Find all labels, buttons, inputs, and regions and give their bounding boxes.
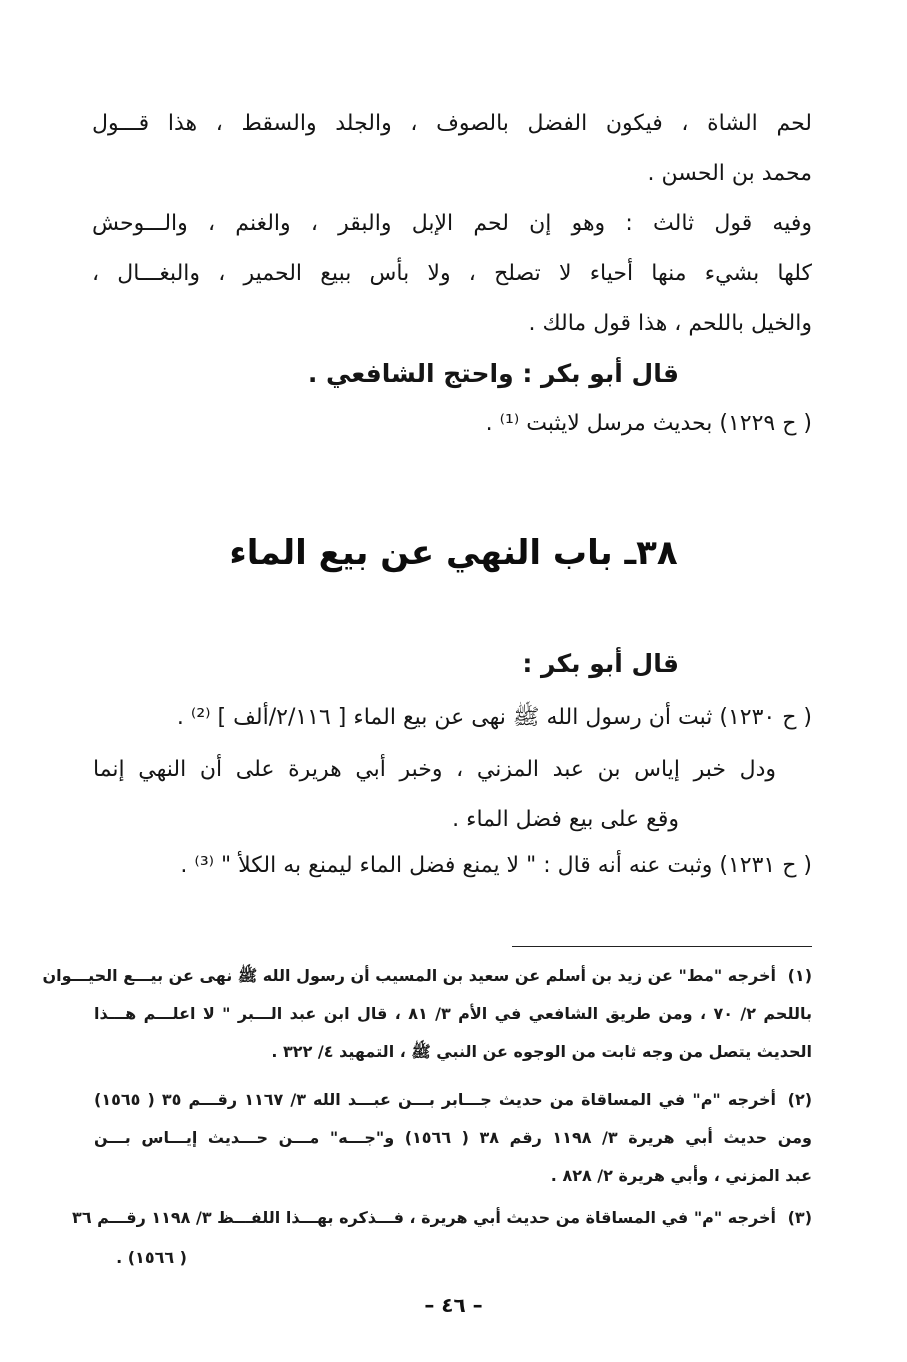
footnote-2-number: (٢) xyxy=(787,1090,813,1109)
footnote-2-line-3: عبد المزني ، وأبي هريرة ٢/ ٨٢٨ . xyxy=(550,1166,812,1185)
footnote-1-text-1: أخرجه "مط" عن زيد بن أسلم عن سعيد بن المسيب أن رسول الله ﷺ نهى عن بيـــع الحيـــوان xyxy=(42,966,776,985)
hadith-1229: ( ح ١٢٢٩) بحديث مرسل لايثبت ⁽¹⁾ . xyxy=(485,411,812,436)
footnote-3-line-1 xyxy=(72,1204,812,1232)
section-line-4: وقع على بيع فضل الماء . xyxy=(452,807,679,832)
hadith-1231: ( ح ١٢٣١) وثبت عنه أنه قال : " لا يمنع فضل الماء ليمنع به الكلأ " ⁽³⁾ . xyxy=(180,853,812,878)
hadith-1230: ( ح ١٢٣٠) ثبت أن رسول الله ﷺ نهى عن بيع الماء [ ٢/١١٦/ألف ] ⁽²⁾ . xyxy=(176,705,812,730)
footnote-2-line-2: ومن حديث أبي هريرة ٣/ ١١٩٨ رقم ٣٨ ( ١٥٦٦) و"جـــه" مـــن حـــديث إيـــاس بـــن xyxy=(94,1128,812,1147)
page-number: – ٤٦ – xyxy=(424,1293,483,1317)
body-line-2: محمد بن الحسن . xyxy=(647,161,812,186)
section-intro: قال أبو بكر : xyxy=(522,649,679,678)
footnote-3-number: (٣) xyxy=(787,1208,812,1227)
chapter-heading: ٣٨ـ باب النهي عن بيع الماء xyxy=(229,533,678,573)
body-line-4: كلها بشيء منها أحياء لا تصلح ، ولا بأس ببيع الحمير ، والبغـــال ، xyxy=(92,261,812,286)
footnote-1-line-2: باللحم ٢/ ٧٠ ، ومن طريق الشافعي في الأم ٣/ ٨١ ، قال ابن عبد الـــبر " لا اعلـــم هـــذا xyxy=(94,1004,813,1023)
body-line-3: وفيه قول ثالث : وهو إن لحم الإبل والبقر ، والغنم ، والـــوحش xyxy=(92,211,812,236)
footnote-separator xyxy=(512,946,812,947)
footnote-2-text-1: أخرجه "م" في المساقاة من حديث جـــابر بـــن عبـــد الله ٣/ ١١٦٧ رقـــم ٣٥ ( ١٥٦٥) xyxy=(94,1090,777,1109)
footnote-1-number: (١) xyxy=(787,966,812,985)
footnote-1-line-3: الحديث يتصل من وجه ثابت من الوجوه عن النبي ﷺ ، التمهيد ٤/ ٣٢٢ . xyxy=(271,1042,812,1061)
footnote-3-text-1: أخرجه "م" في المساقاة من حديث أبي هريرة ، فـــذكره بهـــذا اللفـــظ ٣/ ١١٩٨ رقـــم ٣٦ xyxy=(72,1208,776,1227)
footnote-2-line-1 xyxy=(94,1086,812,1114)
footnote-1-line-1 xyxy=(42,962,812,990)
footnote-3-line-2: ( ١٥٦٦) . xyxy=(116,1248,187,1267)
body-line-1: لحم الشاة ، فيكون الفضل بالصوف ، والجلد والسقط ، هذا قـــول xyxy=(92,111,812,136)
section-line-3: ودل خبر إياس بن عبد المزني ، وخبر أبي هريرة على أن النهي إنما xyxy=(93,757,776,782)
body-line-5: والخيل باللحم ، هذا قول مالك . xyxy=(528,311,812,336)
abu-bakr-statement: قال أبو بكر : واحتج الشافعي . xyxy=(307,359,679,388)
